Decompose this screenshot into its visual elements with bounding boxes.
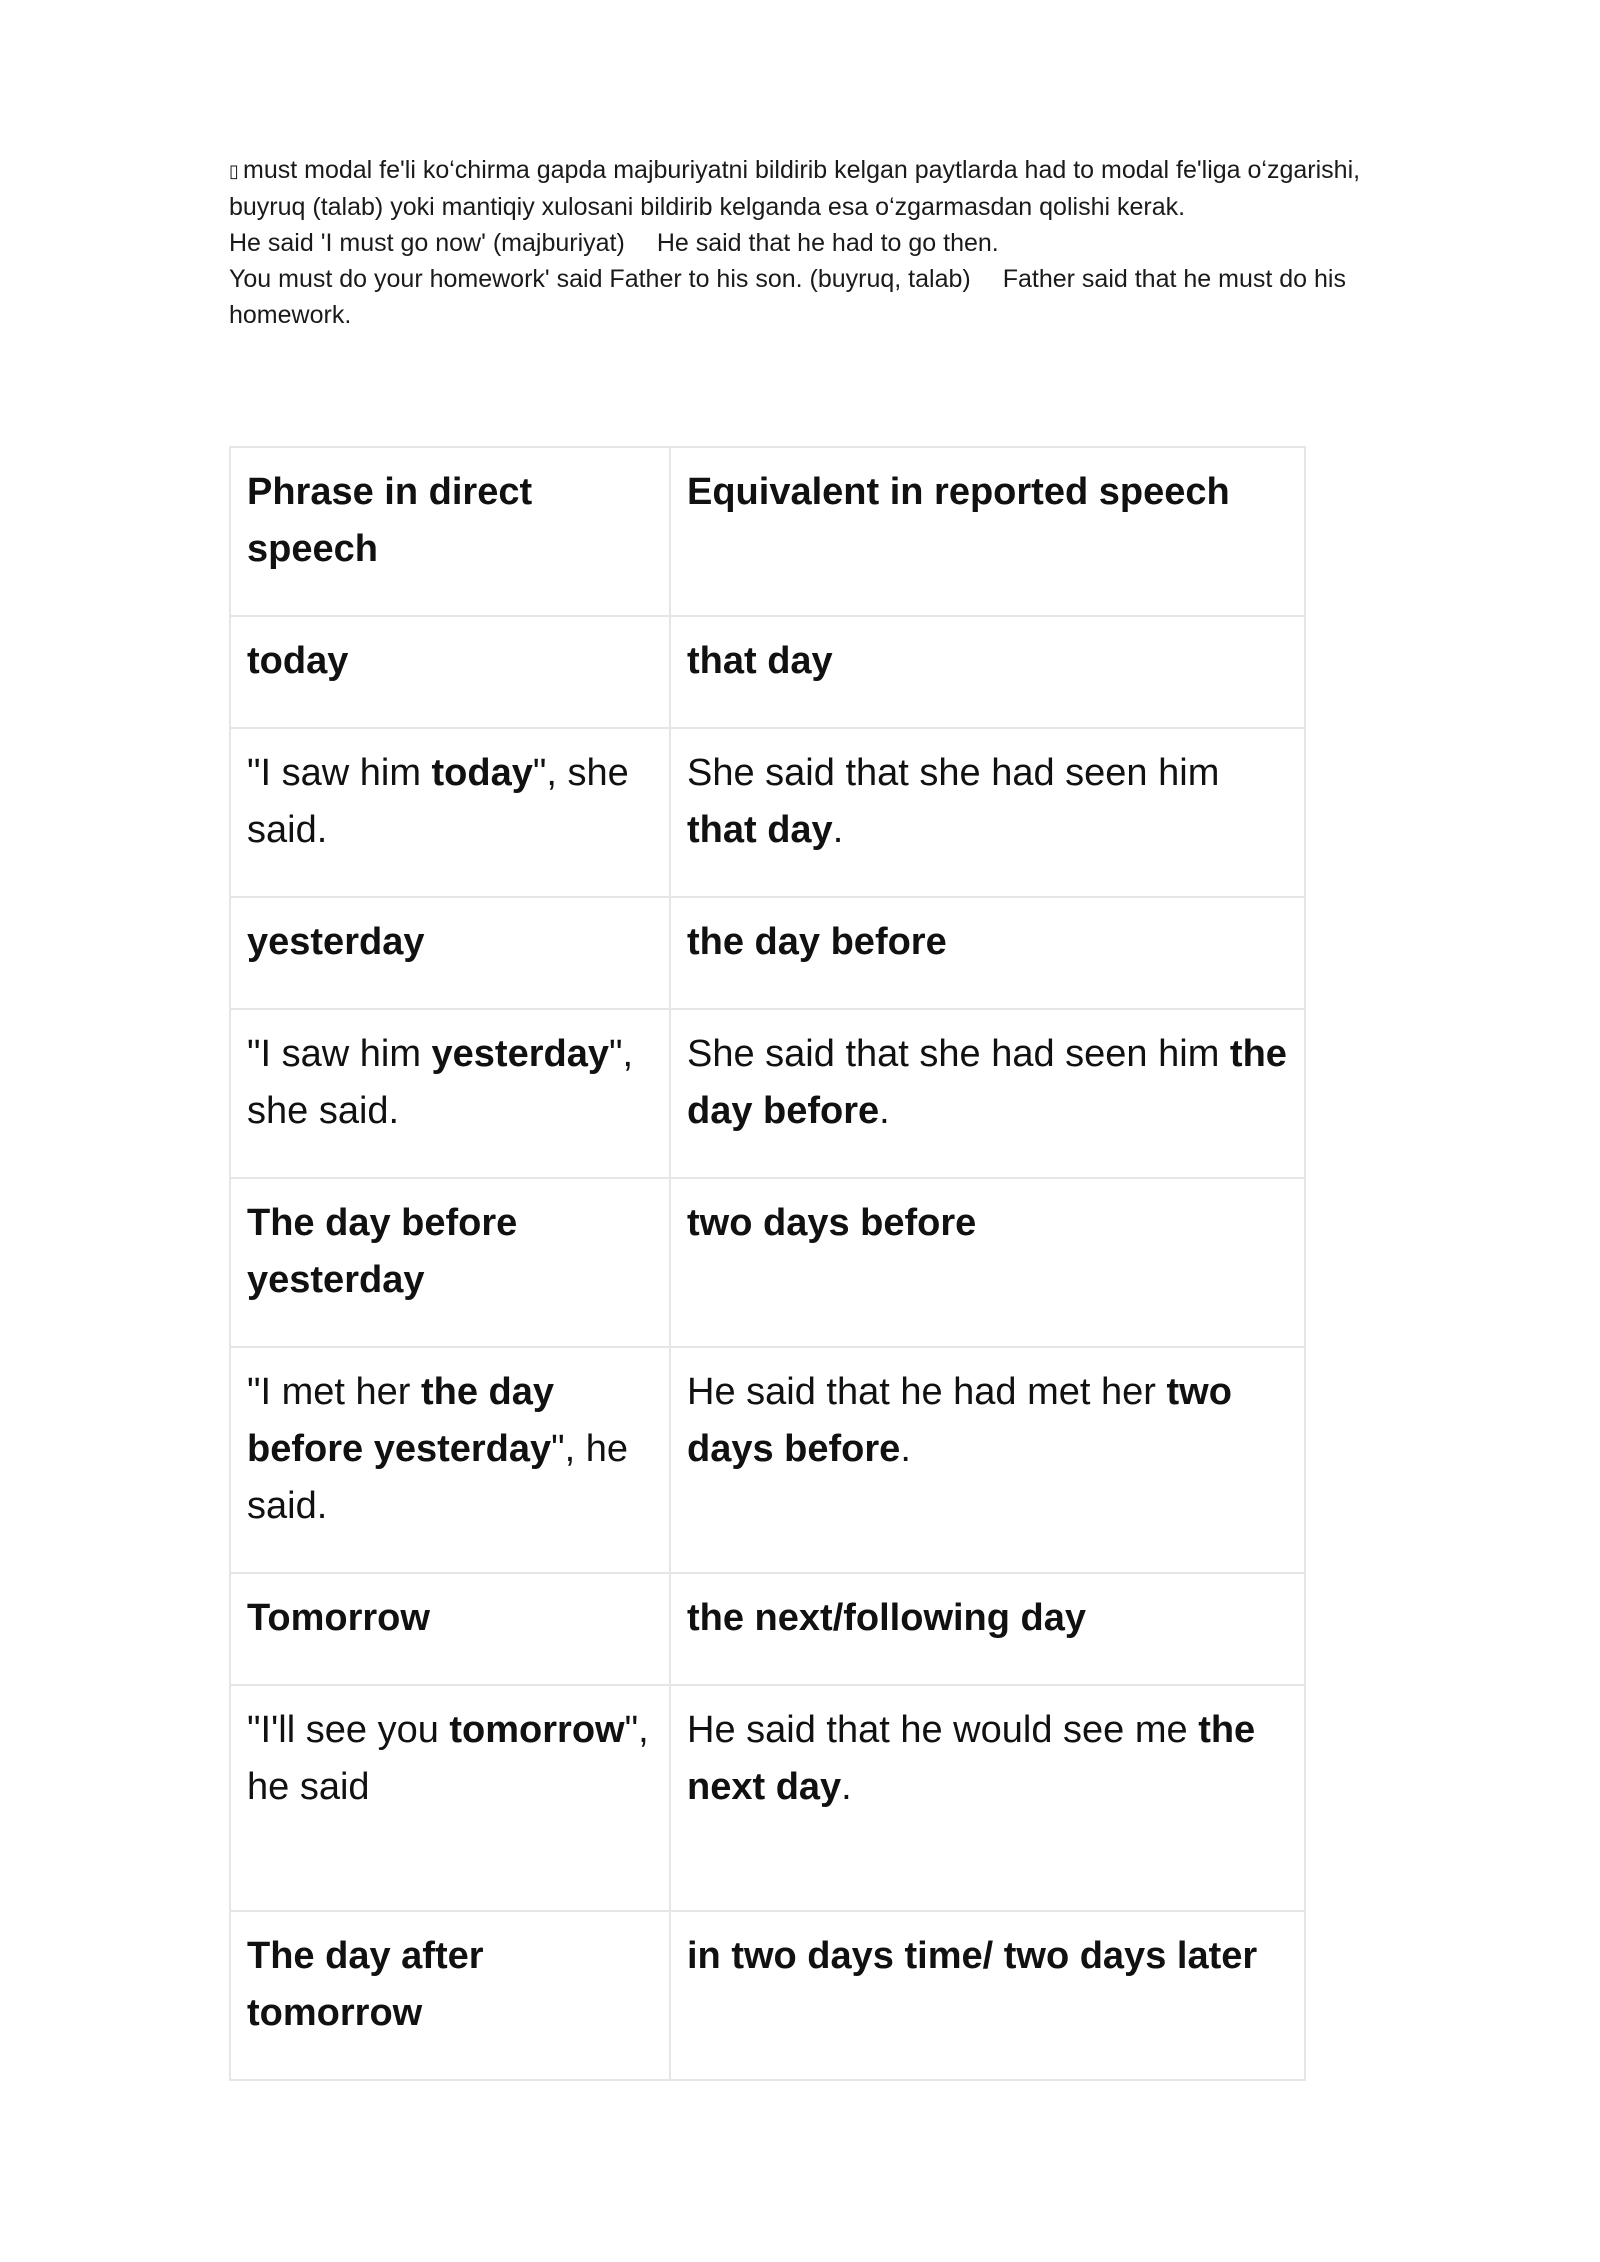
table-row: [230, 1573, 1305, 1685]
reported-example: She said that she had seen him the day before.: [670, 1009, 1305, 1178]
intro-line-2: buyruq (talab) yoki mantiqiy xulosani bildirib kelganda esa o‘zgarmasdan qolishi kerak.: [229, 193, 1186, 221]
reported-phrase: two days before: [670, 1178, 1305, 1347]
table-row: [230, 1178, 1305, 1347]
missing-glyph-icon: ▯: [229, 161, 239, 181]
example-1-direct: He said 'I must go now' (majburiyat): [229, 229, 625, 257]
table-row: [230, 1347, 1305, 1573]
table-row: [230, 897, 1305, 1009]
direct-phrase: The day after tomorrow: [230, 1911, 670, 2080]
example-2-direct: You must do your homework' said Father to his son. (buyruq, talab): [229, 265, 971, 293]
direct-example: "I saw him yesterday", she said.: [230, 1009, 670, 1178]
table-row: [230, 1685, 1305, 1911]
example-1: [229, 225, 1479, 261]
reported-example: He said that he would see me the next day.: [670, 1685, 1305, 1911]
direct-example: "I'll see you tomorrow", he said: [230, 1685, 670, 1911]
example-2: [229, 261, 1479, 297]
intro-paragraph: [229, 152, 1479, 333]
reported-example: He said that he had met her two days before.: [670, 1347, 1305, 1573]
table-row: [230, 616, 1305, 728]
reported-speech-table: [229, 446, 1306, 2081]
reported-example: She said that she had seen him that day.: [670, 728, 1305, 897]
reported-phrase: in two days time/ two days later: [670, 1911, 1305, 2080]
header-reported-speech: Equivalent in reported speech: [670, 447, 1305, 616]
example-2-continuation: homework.: [229, 301, 352, 329]
table-row: [230, 1009, 1305, 1178]
table-row: [230, 728, 1305, 897]
direct-phrase: today: [230, 616, 670, 728]
direct-phrase: Tomorrow: [230, 1573, 670, 1685]
reported-phrase: the next/following day: [670, 1573, 1305, 1685]
table-header-row: [230, 447, 1305, 616]
intro-line-1: ▯ must modal fe'li ko‘chirma gapda majburiyatni bildirib kelgan paytlarda had to modal fe'liga o‘zgarishi,: [229, 152, 1479, 189]
direct-phrase: The day before yesterday: [230, 1178, 670, 1347]
direct-example: "I saw him today", she said.: [230, 728, 670, 897]
example-2-reported: Father said that he must do his: [1002, 265, 1346, 293]
direct-example: "I met her the day before yesterday", he said.: [230, 1347, 670, 1573]
reported-phrase: that day: [670, 616, 1305, 728]
header-direct-speech: Phrase in direct speech: [230, 447, 670, 616]
example-1-reported: He said that he had to go then.: [656, 229, 999, 257]
direct-phrase: yesterday: [230, 897, 670, 1009]
reported-phrase: the day before: [670, 897, 1305, 1009]
table-row: [230, 1911, 1305, 2080]
